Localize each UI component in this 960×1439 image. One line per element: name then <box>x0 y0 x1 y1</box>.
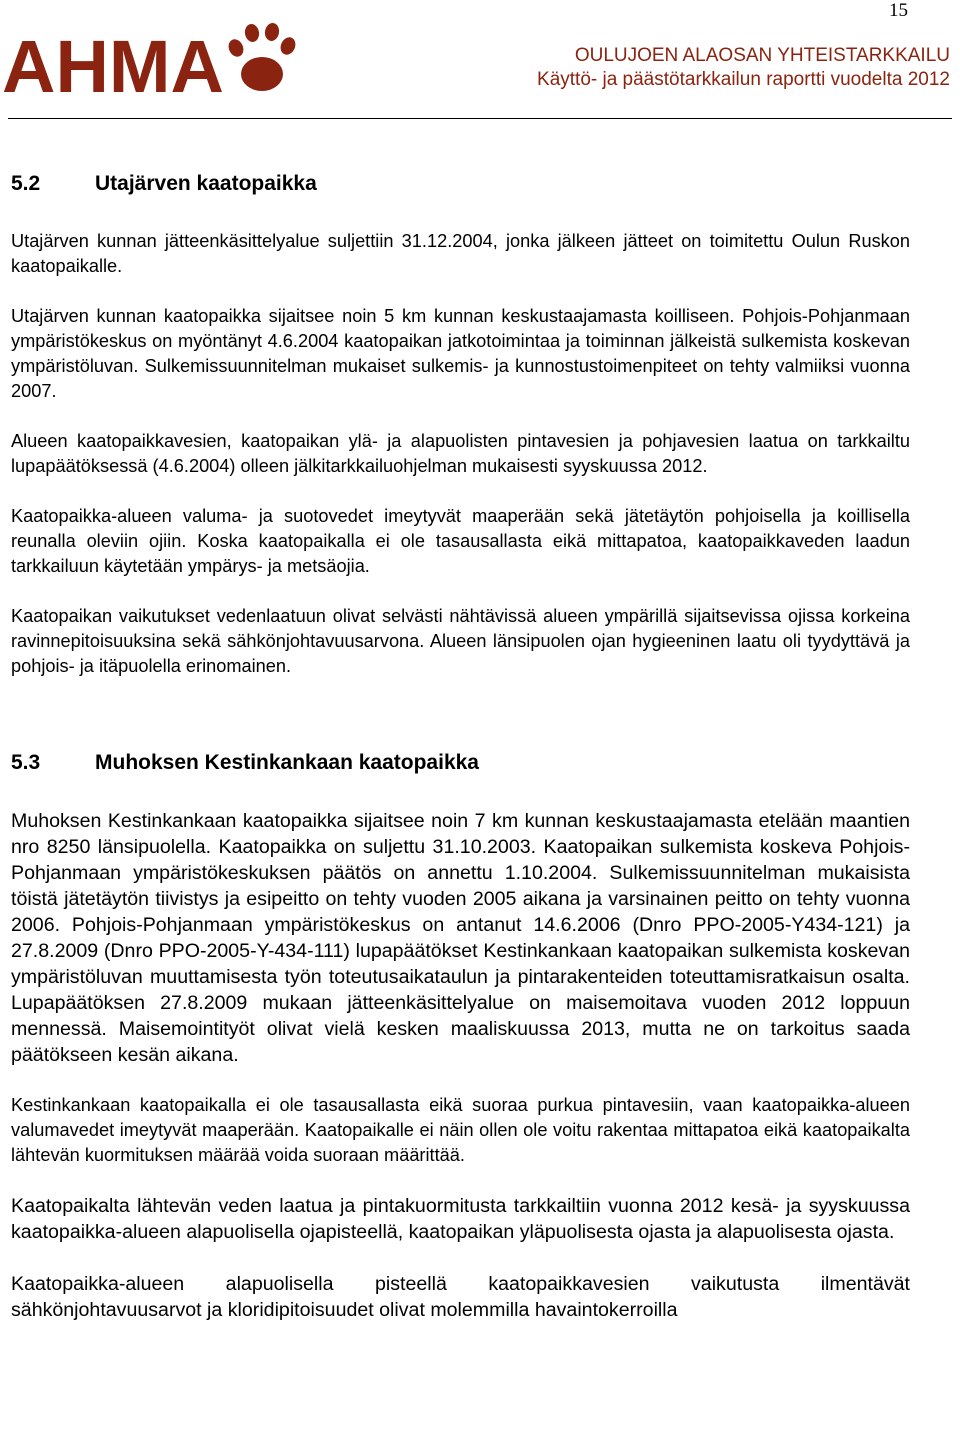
section-number: 5.2 <box>11 172 41 195</box>
ahma-logo <box>0 18 300 98</box>
header-divider <box>8 118 952 119</box>
paragraph: Utajärven kunnan kaatopaikka sijaitsee noin 5 km kunnan keskustaajamasta koilliseen. Pohjois-Pohjanmaan ympäristökeskus on myöntänyt 4.6.2004 kaatopaikan jatkotoimintaa ja toiminnan jälkeistä sulkemista koskevan ympäristöluvan. Sulkemissuunnitelman mukaiset sulkemis- ja kunnostustoimenpiteet on tehty valmiiksi vuonna 2007. <box>11 306 910 401</box>
paragraph: Kaatopaikan vaikutukset vedenlaatuun olivat selvästi nähtävissä alueen ympärillä sijaitsevissa ojissa korkeina ravinnepitoisuuksina sekä sähkönjohtavuusarvona. Alueen länsipuolen ojan hygieeninen laatu oli tyydyttävä ja pohjois- ja itäpuolella erinomainen. <box>11 606 910 676</box>
paragraph: Kaatopaikalta lähtevän veden laatua ja pintakuormitusta tarkkailtiin vuonna 2012 kesä- ja syyskuussa kaatopaikka-alueen alapuolisella ojapisteellä, kaatopaikan yläpuolisesta ojasta ja alapuolisesta ojasta. <box>11 1195 910 1243</box>
section-heading <box>11 172 910 196</box>
paragraph: Kaatopaikka-alueen valuma- ja suotovedet imeytyvät maaperään sekä jätetäytön pohjoisella ja koillisella reunalla oleviin ojiin. Koska kaatopaikalla ei ole tasausallasta eikä mittapatoa, kaatopaikkaveden laadun tarkkailuun käytetään ympärys- ja metsäojia. <box>11 506 910 576</box>
document-body <box>11 172 910 1323</box>
ahma-logo-text: AHMA <box>2 25 224 98</box>
section-5-2 <box>11 172 910 679</box>
paragraph: Utajärven kunnan jätteenkäsittelyalue suljettiin 31.12.2004, jonka jälkeen jätteet on toimitettu Oulun Ruskon kaatopaikalle. <box>11 231 910 276</box>
page-number: 15 <box>889 0 908 21</box>
paragraph: Muhoksen Kestinkankaan kaatopaikka sijaitsee noin 7 km kunnan keskustaajamasta etelään maantien nro 8250 länsipuolella. Kaatopaikka on suljettu 31.10.2003. Kaatopaikan sulkemista koskeva Pohjois-Pohjanmaan ympäristökeskuksen päätös on annettu 1.10.2004. Sulkemissuunnitelman mukaisista töistä jätetäytön tiivistys ja esipeitto on tehty vuoden 2005 aikana ja varsinainen peitto on tehty vuonna 2006. Pohjois-Pohjanmaan ympäristökeskus on antanut 14.6.2006 (Dnro PPO-2005-Y434-121) ja 27.8.2009 (Dnro PPO-2005-Y-434-111) lupapäätökset Kestinkankaan kaatopaikan sulkemista koskevan ympäristöluvan muuttamisesta työn toteutusaikataulun ja pintarakenteiden toteuttamisratkaisun osalta. Lupapäätöksen 27.8.2009 mukaan jätteenkäsittelyalue on maisemoitava vuoden 2012 loppuun mennessä. Maisemointityöt olivat vielä kesken maaliskuussa 2013, mutta ne on tarkoitus saada päätökseen kesän aikana. <box>11 810 910 1066</box>
section-title: Utajärven kaatopaikka <box>95 172 317 195</box>
paw-print-icon <box>226 22 298 91</box>
paragraph: Kestinkankaan kaatopaikalla ei ole tasausallasta eikä suoraa purkua pintavesiin, vaan kaatopaikka-alueen valumavedet imeytyvät maaperään. Kaatopaikalle ei näin ollen ole voitu rakentaa mittapatoa eikä kaatopaikalta lähtevän kuormituksen määrää voida suoraan määrittää. <box>11 1095 910 1165</box>
header-line-1: OULUJOEN ALAOSAN YHTEISTARKKAILU <box>574 45 950 66</box>
section-number: 5.3 <box>11 751 41 774</box>
section-5-3 <box>11 751 910 1323</box>
section-heading <box>11 751 910 775</box>
report-header <box>537 44 950 92</box>
paragraph: Alueen kaatopaikkavesien, kaatopaikan ylä- ja alapuolisten pintavesien ja pohjavesien laatua on tarkkailtu lupapäätöksessä (4.6.2004) olleen jälkitarkkailuohjelman mukaisesti syyskuussa 2012. <box>11 431 910 476</box>
section-title: Muhoksen Kestinkankaan kaatopaikka <box>95 751 479 774</box>
header-line-2: Käyttö- ja päästötarkkailun raportti vuodelta 2012 <box>537 69 950 90</box>
paragraph: Kaatopaikka-alueen alapuolisella pisteellä kaatopaikkavesien vaikutusta ilmentävät sähkönjohtavuusarvot ja kloridipitoisuudet olivat molemmilla havaintokerroilla <box>11 1273 910 1321</box>
